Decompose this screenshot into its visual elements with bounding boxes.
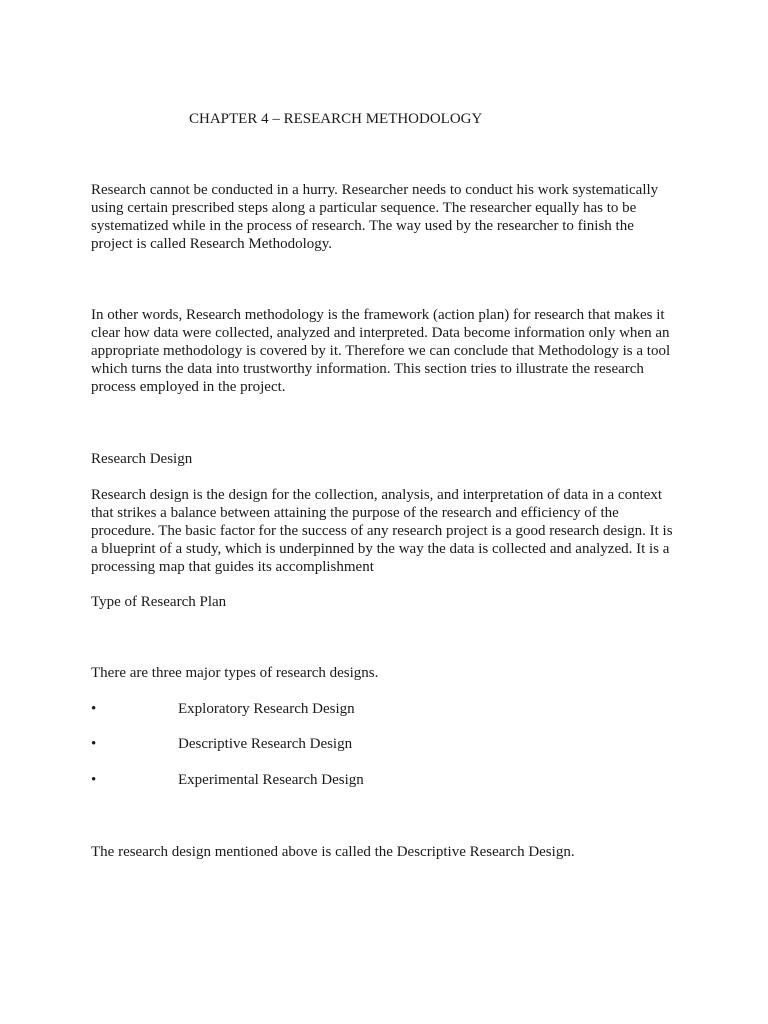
types-intro: There are three major types of research designs.: [91, 665, 379, 681]
list-item: [91, 735, 591, 753]
bullet-icon: •: [91, 701, 97, 717]
list-item-label: Descriptive Research Design: [178, 736, 353, 752]
research-design-heading: Research Design: [91, 451, 193, 467]
list-item-label: Experimental Research Design: [178, 772, 364, 788]
methodology-paragraph: [91, 306, 691, 396]
intro-line: Research cannot be conducted in a hurry. Researcher needs to conduct his work systematically: [91, 182, 659, 198]
intro-line: using certain prescribed steps along a particular sequence. The researcher equally has to be: [91, 200, 637, 216]
intro-paragraph: [91, 181, 691, 253]
chapter-title: CHAPTER 4 – RESEARCH METHODOLOGY: [189, 111, 483, 127]
intro-line: systematized while in the process of research. The way used by the researcher to finish the: [91, 218, 634, 234]
methodology-line: appropriate methodology is covered by it. Therefore we can conclude that Methodology is a tool: [91, 343, 671, 359]
intro-line: project is called Research Methodology.: [91, 236, 333, 252]
research-design-line: a blueprint of a study, which is underpinned by the way the data is collected and analyzed. It is a: [91, 541, 670, 557]
research-design-line: processing map that guides its accomplishment: [91, 559, 374, 575]
methodology-line: clear how data were collected, analyzed and interpreted. Data become information only when an: [91, 325, 670, 341]
research-design-line: procedure. The basic factor for the success of any research project is a good research design. It is: [91, 523, 673, 539]
research-design-line: Research design is the design for the collection, analysis, and interpretation of data in a context: [91, 487, 663, 503]
list-item-label: Exploratory Research Design: [178, 701, 355, 717]
bullet-icon: •: [91, 772, 97, 788]
list-item: [91, 700, 591, 718]
list-item: [91, 771, 591, 789]
type-of-research-plan-heading: Type of Research Plan: [91, 594, 227, 610]
conclusion-paragraph: The research design mentioned above is called the Descriptive Research Design.: [91, 844, 575, 860]
research-design-line: that strikes a balance between attaining the purpose of the research and efficiency of the: [91, 505, 619, 521]
methodology-line: In other words, Research methodology is the framework (action plan) for research that makes it: [91, 307, 665, 323]
methodology-line: which turns the data into trustworthy information. This section tries to illustrate the research: [91, 361, 644, 377]
bullet-icon: •: [91, 736, 97, 752]
methodology-line: process employed in the project.: [91, 379, 286, 395]
research-design-paragraph: [91, 486, 691, 576]
